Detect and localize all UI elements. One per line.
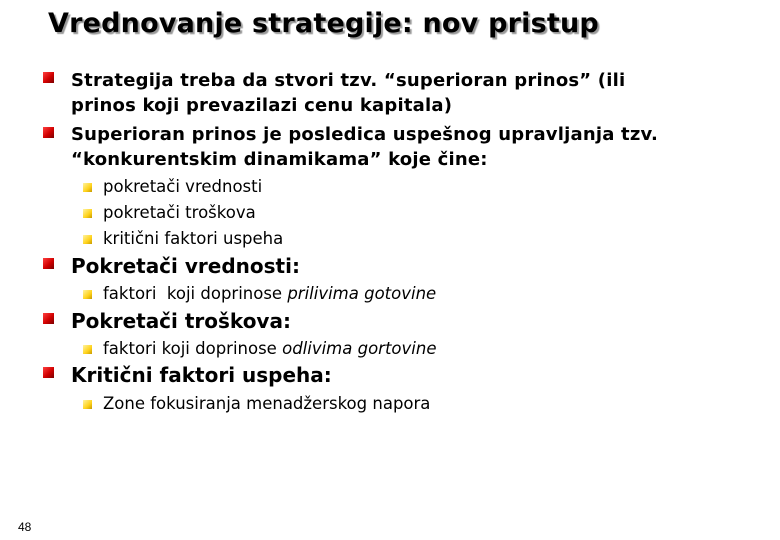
bullet-2-line-2: “konkurentskim dinamikama” koje čine: xyxy=(71,149,488,170)
sub-bullet-text: faktori koji doprinose xyxy=(103,339,283,358)
bullet-square-icon xyxy=(43,127,54,138)
bullet-square-icon xyxy=(43,72,54,83)
sub-bullet-item: pokretači troškova xyxy=(103,203,256,222)
sub-bullet-item: kritični faktori uspeha xyxy=(103,229,284,248)
bullet-4-heading: Pokretači troškova: xyxy=(71,309,291,333)
page-number: 48 xyxy=(18,520,32,534)
sub-bullet-emphasis: prilivima gotovine xyxy=(287,284,437,303)
sub-bullet-item: pokretači vrednosti xyxy=(103,177,263,196)
bullet-square-icon xyxy=(43,258,54,269)
sub-bullet-text: faktori koji doprinose xyxy=(103,284,288,303)
sub-bullet-square-icon xyxy=(83,209,92,218)
bullet-1-line-1: Strategija treba da stvori tzv. “superioran prinos” (ili xyxy=(71,70,626,91)
sub-bullet-square-icon xyxy=(83,345,92,354)
bullet-2-line-1: Superioran prinos je posledica uspešnog upravljanja tzv. xyxy=(71,124,658,145)
sub-bullet-emphasis: odlivima gortovine xyxy=(282,339,437,358)
sub-bullet-square-icon xyxy=(83,235,92,244)
sub-bullet-item xyxy=(103,283,436,304)
slide-title: Vrednovanje strategije: nov pristup xyxy=(48,8,599,39)
sub-bullet-square-icon xyxy=(83,400,92,409)
bullet-1-line-2: prinos koji prevazilazi cenu kapitala) xyxy=(71,95,453,116)
bullet-square-icon xyxy=(43,367,54,378)
bullet-5-heading: Kritični faktori uspeha: xyxy=(71,363,332,387)
bullet-3-heading: Pokretači vrednosti: xyxy=(71,254,300,278)
sub-bullet-square-icon xyxy=(83,183,92,192)
sub-bullet-item: Zone fokusiranja menadžerskog napora xyxy=(103,394,431,413)
sub-bullet-square-icon xyxy=(83,290,92,299)
bullet-square-icon xyxy=(43,313,54,324)
sub-bullet-item xyxy=(103,338,436,359)
